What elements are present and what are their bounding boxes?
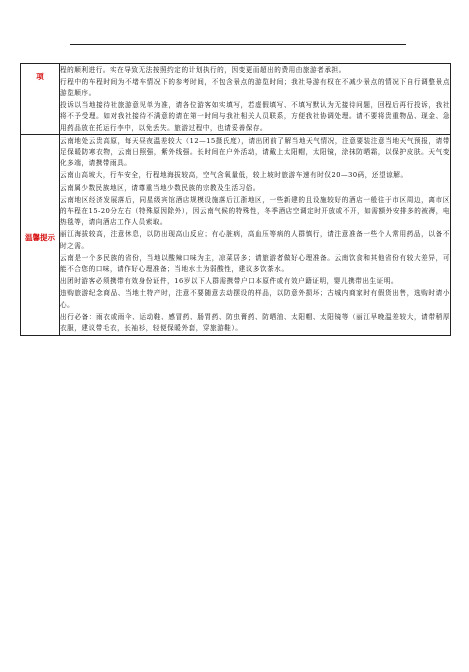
paragraph: 程的顺利进行。实在导致无法按照约定的计划执行的，因变更而超出的费用由旅游者承担。 (60, 65, 346, 74)
paragraph: 云南地处云贵高原，每天昼夜温差较大（12—15摄氏度），请出团前了解当地天气情况，注意要装注意当地天气预报，请带足保暖防寒衣物，云南日照强，紫外线强。长时间在户外活动，请戴上太阳帽，太阳镜，涂抹防晒霜，以保护皮肤。天气变化多端，请携带雨具。 (60, 136, 450, 168)
label-cell-1 (21, 64, 60, 135)
paragraph: 出行必备：雨衣或雨伞、运动鞋、感冒药、肠胃药、防虫膏药、防晒油、太阳帽、太阳镜等（丽江早晚温差较大，请带稍厚衣服，建议带毛衣，长袖衫，轻便保暖外套，穿旅游鞋）。 (60, 312, 450, 332)
section-label-1: 项 (36, 72, 44, 81)
body-cell-2 (60, 135, 451, 335)
notes-row-1 (21, 64, 451, 135)
paragraph: 投诉以当地接待社旅游意见单为准，请各位游客如实填写，若虚假填写、不填写默认为无接待问题，回程后再行投诉，我社将不予受理。如对我社接待不满意的请在第一时间与我社相关人员联系，方便我社协调处理。请不要将贵重物品、现金、急用药品放在托运行李中，以免丢失。旅游过程中，也请妥善保存。 (60, 101, 450, 132)
paragraph: 云南山高坡大，行车安全，行程地海拔较高，空气含氧量低，较上坡时旅游车速有时仅20—30码，还望谅解。 (60, 171, 408, 180)
paragraph: 出团时游客必须携带有效身份证件，16岁以下人群需携带户口本原件或有效户籍证明，婴儿携带出生证明。 (60, 277, 399, 286)
header-rule (70, 44, 406, 45)
notes-row-2 (21, 135, 451, 335)
paragraph: 云南是一个多民族的省份，当地以酸辣口味为主，凉菜居多；请旅游者做好心理准备。云南饮食和其他省份有较大差异，可能不合您的口味，请作好心理准备；当地水土为弱酸性，建议多饮茶水。 (60, 253, 450, 273)
body-cell-1 (60, 64, 451, 135)
paragraph: 丽江海拔较高，注意休息，以防出现高山反应；有心脏病，高血压等病的人群慎行，请注意准备一些个人常用药品，以备不时之需。 (60, 230, 450, 250)
paragraph: 云南地区经济发展落后，同星级宾馆酒店规模设施落后江浙地区，一些新建的且设施较好的酒店一般往于市区周边，离市区的车程在15-20分左右（特殊原因除外），因云南气候的特殊性，冬季酒店空调定时开放或不开，如需额外安排多的被褥，电热毯等，请向酒店工作人员索取。 (60, 195, 450, 227)
paragraph: 行程中的车程时间为不堵车情况下的参考时间，不包含景点的游览时间；我社导游有权在不减少景点的情况下自行调整景点游览顺序。 (60, 77, 450, 97)
label-cell-2 (21, 135, 60, 335)
section-label-2: 温馨提示 (25, 233, 55, 243)
notes-table (20, 63, 451, 336)
paragraph: 违购旅游纪念商品、当地土特产时，注意不要随意去动摆设的样品，以防意外损坏；古城内商家时有假货出售，选购时请小心。 (60, 289, 450, 309)
paragraph: 云南属少数民族地区，请尊重当地少数民族的宗教及生活习俗。 (60, 183, 261, 192)
